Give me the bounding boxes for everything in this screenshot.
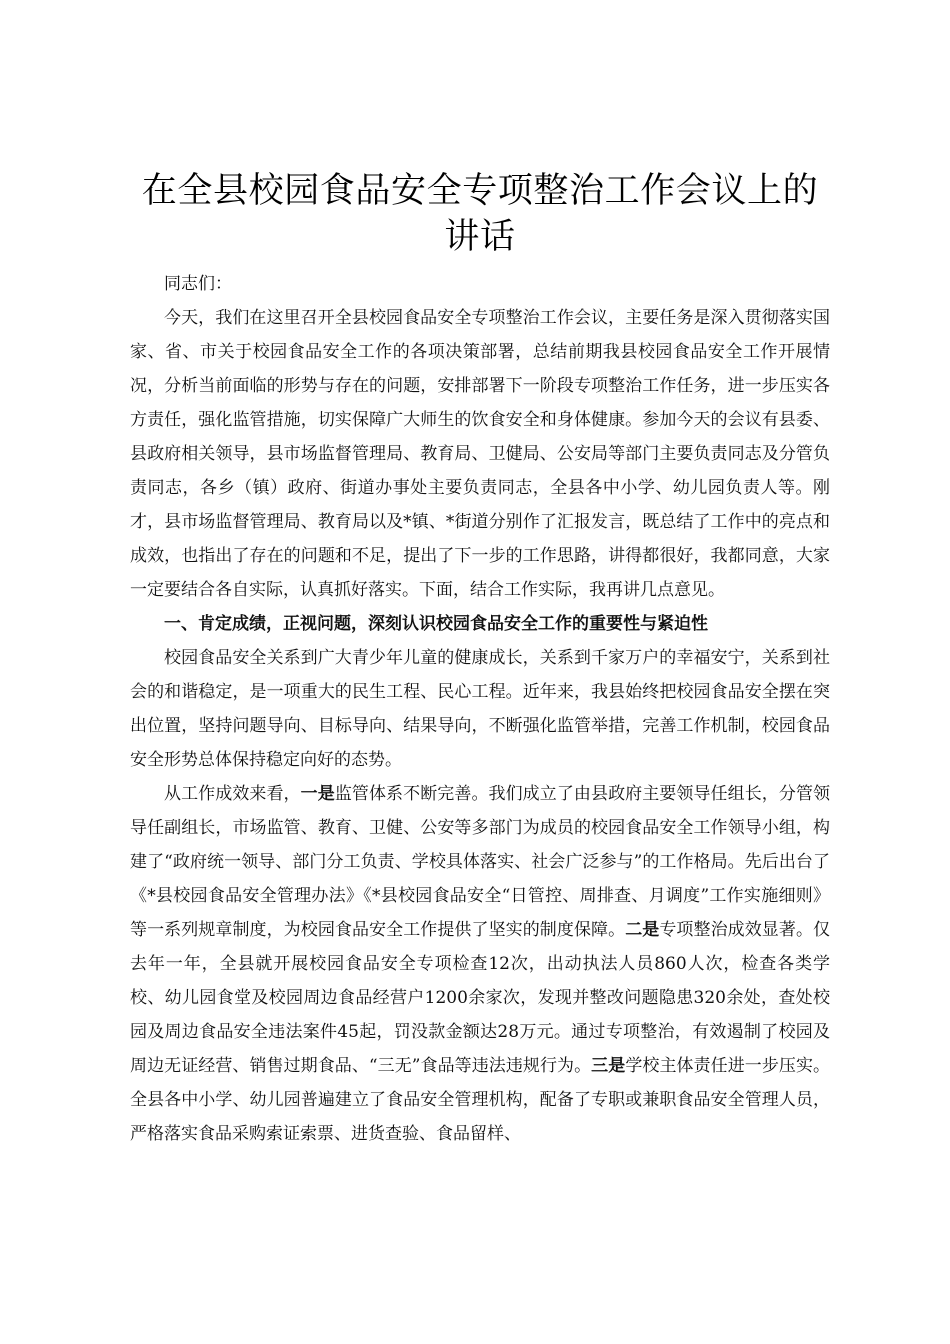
document-title: 在全县校园食品安全专项整治工作会议上的讲话 xyxy=(141,171,819,257)
point-one-text: 监管体系不断完善。我们成立了由县政府主要领导任组长，分管领导任副组长，市场监管、教育、卫健、公安等多部门为成员的校园食品安全工作领导小组，构建了“政府统一领导、部门分工负责、学校具体落实、社会广泛参与”的工作格局。先后出台了《*县校园食品安全管理办法》《*县校园食品安全“日管控、周排查、月调度”工作实施细则》等一系列规章制度，为校园食品安全工作提供了坚实的制度保障。 xyxy=(130,784,831,940)
salutation: 同志们： xyxy=(164,274,232,294)
section-1-paragraph-1: 校园食品安全关系到广大青少年儿童的健康成长，关系到千家万户的幸福安宁，关系到社会的和谐稳定，是一项重大的民生工程、民心工程。近年来，我县始终把校园食品安全摆在突出位置，坚持问题导向、目标导向、结果导向，不断强化监管举措，完善工作机制，校园食品安全形势总体保持稳定向好的态势。 xyxy=(130,648,830,770)
point-one-marker: 一是 xyxy=(300,784,335,804)
point-two-marker: 二是 xyxy=(625,920,660,940)
point-three-marker: 三是 xyxy=(591,1056,626,1076)
document-page xyxy=(130,168,830,1151)
intro-paragraph: 今天，我们在这里召开全县校园食品安全专项整治工作会议，主要任务是深入贯彻落实国家、省、市关于校园食品安全工作的各项决策部署，总结前期我县校园食品安全工作开展情况，分析当前面临的形势与存在的问题，安排部署下一阶段专项整治工作任务，进一步压实各方责任，强化监管措施，切实保障广大师生的饮食安全和身体健康。参加今天的会议有县委、县政府相关领导，县市场监督管理局、教育局、卫健局、公安局等部门主要负责同志及分管负责同志，各乡（镇）政府、街道办事处主要负责同志，全县各中小学、幼儿园负责人等。刚才，县市场监督管理局、教育局以及*镇、*街道分别作了汇报发言，既总结了工作中的亮点和成效，也指出了存在的问题和不足，提出了下一步的工作思路，讲得都很好，我都同意，大家一定要结合各自实际，认真抓好落实。下面，结合工作实际，我再讲几点意见。 xyxy=(130,308,830,600)
paragraph-lead: 从工作成效来看， xyxy=(164,784,301,804)
point-two-text: 专项整治成效显著。仅去年一年，全县就开展校园食品安全专项检查12次，出动执法人员860人次，检查各类学校、幼儿园食堂及校园周边食品经营户1200余家次，发现并整改问题隐患320余处，查处校园及周边食品安全违法案件45起，罚没款金额达28万元。通过专项整治，有效遏制了校园及周边无证经营、销售过期食品、“三无”食品等违法违规行为。 xyxy=(130,920,831,1076)
section-1-paragraph-2 xyxy=(130,777,830,1151)
section-1-heading: 一、肯定成绩，正视问题，深刻认识校园食品安全工作的重要性与紧迫性 xyxy=(164,614,708,634)
point-three-text: 学校主体责任进一步压实。全县各中小学、幼儿园普遍建立了食品安全管理机构，配备了专职或兼职食品安全管理人员，严格落实食品采购索证索票、进货查验、食品留样、 xyxy=(130,1056,831,1144)
